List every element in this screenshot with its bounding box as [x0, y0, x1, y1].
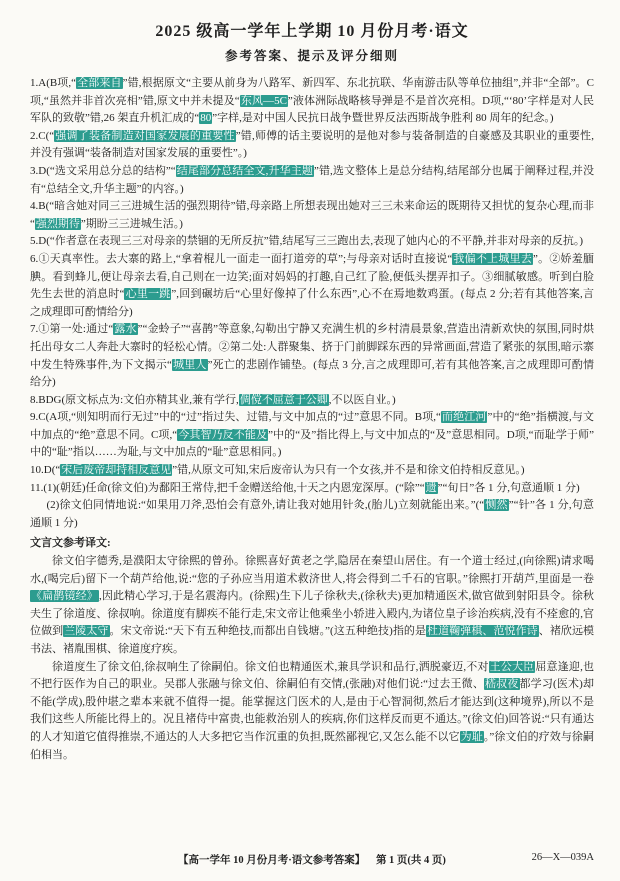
answer-text: 7.①第一处:通过“ [30, 323, 114, 336]
highlighted-text: 城里人 [172, 358, 207, 371]
highlighted-text: 我偏不上城里去 [453, 252, 532, 265]
answer-text: ”字样,是对中国人民抗日战争暨世界反法西斯战争胜利 80 周年的纪念。) [212, 112, 554, 125]
answer-text: 徐文伯字德秀,是濮阳太守徐熙的曾孙。徐熙喜好黄老之学,隐居在秦望山居住。有一个道士经过,(向徐熙)请求喝水,(喝完后)留下一个葫芦给他,说:“您的子孙应当用道术救济世人,将会得到二千石的官职。”徐熙打开葫芦,里面是一卷 [30, 555, 594, 585]
answer-text: 。宋文帝说:“天下有五种绝技,而都出自钱塘。”(这五种绝技)指的是 [109, 625, 427, 638]
answer-text: ”。②娇羞腼腆。看到蜂儿,便让母亲去看,自己则在一边笑;面对妈妈的打趣,自己红了脸,便低头摆弄扣子。③细腻敏感。听到白脸先生去世的消息时“ [30, 252, 595, 301]
page-title: 2025 级高一学年上学期 10 月份月考·语文 [155, 23, 469, 40]
answer-item-4 [30, 198, 594, 233]
answer-item-6 [30, 251, 594, 321]
answers-section [30, 75, 594, 532]
translation-paragraph-1 [30, 553, 594, 659]
highlighted-text: 露水 [114, 323, 137, 336]
answer-text: 都学习(医术)却不能(学成),殷仲堪之辈本来就不值得一提。能掌握这门医术的人,是由于心智洞彻,然后才能达到(这种境界),所以不是我们这些人所能比得上的。况且褚侍中富贵,也能救治别人的疾病,你们这样反而更不通达。”(徐文伯)回答说:“只有通达的人才知道它值得推崇,不通达的人大多把它当作沉重的负担,既然鄙视它,又怎么能不以它 [30, 678, 595, 743]
highlighted-text: 《扁鹊镜经》 [31, 590, 98, 603]
answer-item-11-1 [30, 480, 594, 498]
page-footer [30, 852, 594, 867]
answer-item-3 [30, 163, 594, 198]
highlighted-text: 心里一跳 [125, 288, 171, 301]
answer-text: ”错,从原文可知,宋后废帝认为只有一个女孩,并不是和徐文伯持相反意见。) [172, 464, 525, 477]
answer-text: 3.D(“选文采用总分总的结构”“ [30, 164, 176, 177]
highlighted-text: 强烈期待 [35, 217, 80, 230]
answer-text: (2)徐文伯同情地说:“如果用刀斧,恐怕会有意外,请让我对她用针灸,(胎儿)立刻就能出来。”(“ [46, 499, 485, 512]
footer-page-number: 第 1 页(共 4 页) [375, 855, 446, 866]
answer-item-1 [30, 75, 594, 128]
answer-text: ”“旬日”各 1 分,句意通顺 1 分) [437, 481, 580, 494]
answer-item-11-2 [30, 497, 594, 532]
answer-text: 9.C(A项,“则知明而行无过”中的“过”指过失、过错,与文中加点的“过”意思不同。B项,“ [30, 411, 441, 424]
answer-item-5 [30, 233, 594, 251]
answer-item-10 [30, 462, 594, 480]
answer-text: ,因此精心学习,于是名震海内。(徐熙)生下儿子徐秋夫,(徐秋夫)更加精通医术,做官做到射阳县令。徐秋夫生了徐道度、徐叔响。徐道度有脚疾不能行走,宋文帝让他乘坐小轿进入殿内,为诸位皇子诊治疾病,没有不痊愈的,官位做到 [30, 590, 595, 638]
highlighted-text: 为耻 [460, 730, 483, 743]
highlighted-text: 倜傥不屈意于公卿 [239, 393, 328, 406]
answer-text: 2.C(“ [30, 129, 55, 142]
translation-heading: 文言文参考译文: [30, 537, 111, 550]
answer-text: 屈意逢迎,也不把行医作为自己的职业。吴郡人张融与徐文伯、徐嗣伯有交情,(张融)对他们说:“过去王微、 [30, 660, 595, 691]
translation-section [30, 535, 594, 764]
answer-text: ”,回到碾坊后“心里好像掉了什么东西”,心不在焉地数鸡蛋。(每点 2 分;若有其他答案,言之成理即可酌情给分) [30, 288, 594, 318]
answer-text: 11.(1)(朝廷)任命(徐文伯)为鄱阳王常侍,把千金赠送给他,十天之内恩宠深厚。(“除”“ [30, 481, 425, 494]
answer-text: ”期盼三三进城生活。) [80, 217, 183, 230]
answer-text: 1.A(B项,“ [30, 77, 77, 89]
answer-text: 6.①天真率性。去大寨的路上,“拿着棍儿一面走一面打道旁的草”;与母亲对话时直接说“ [30, 252, 453, 265]
answer-text: ”液体洲际战略核导弹是不是首次亮相。D项,“‘80’字样是对人民军队的致敬”错,26 架直升机汇成的“ [30, 94, 594, 125]
highlighted-text: 而绝江河 [441, 411, 487, 424]
answer-text: ”死亡的悲剧作铺垫。(每点 3 分,言之成理即可,若有其他答案,言之成理即可酌情给分) [30, 358, 595, 389]
page-subtitle: 参考答案、提示及评分细则 [224, 49, 399, 63]
highlighted-text: 恻然 [485, 499, 508, 512]
answer-text: 8.BDG(原文标点为:文伯亦精其业,兼有学行, [30, 393, 239, 406]
translation-paragraphs [30, 553, 594, 764]
highlighted-text: 遗 [425, 481, 437, 494]
highlighted-text: 强调了装备制造对国家发展的重要性 [55, 129, 235, 142]
highlighted-text: 王公大臣 [489, 660, 535, 673]
answer-text: 5.D(“作者意在表现三三对母亲的禁锢的无所反抗”错,结尾写三三跑出去,表现了她内心的不平静,并非对母亲的反抗。) [30, 235, 584, 248]
highlighted-text: 今其智乃反不能及 [178, 428, 268, 441]
answer-text: 4.B(“暗含她对同三三进城生活的强烈期待”错,母亲路上所想表现出她对三三未来命运的既期待又担忧的复杂心理,而非“ [30, 200, 594, 230]
highlighted-text: 全部来自 [77, 77, 122, 89]
highlighted-text: 兰陵太守 [64, 625, 109, 638]
answer-text: ”中的“绝”指横渡,与文中加点的“绝”意思不同。C项,“ [30, 411, 594, 441]
footer-code: 26—X—039A [531, 852, 594, 863]
answer-text: ”错,根据原文“主要从前身为八路军、新四军、东北抗联、华南游击队等单位抽组”,并非“全部”。C项,“虽然并非首次亮相”错,原文中并未提及“ [30, 77, 595, 107]
answer-text: 徐道度生了徐文伯,徐叔响生了徐嗣伯。徐文伯也精通医术,兼具学识和品行,洒脱豪迈,不对 [52, 660, 489, 673]
highlighted-text: 嵇叔夜 [485, 678, 519, 691]
page-header [30, 18, 594, 64]
highlighted-text: 杜道鞠弹棋、范悦作诗 [427, 625, 538, 638]
answer-text: 10.D(“ [30, 464, 61, 477]
footer-title: 【高一学年 10 月份月考·语文参考答案】 [178, 855, 366, 866]
highlighted-text: 结尾部分总结全文,升华主题 [176, 164, 313, 177]
answer-item-9 [30, 409, 594, 462]
answer-item-7 [30, 321, 594, 391]
answer-text: ”错,选文整体上是总分结构,结尾部分也属于阐释过程,并没有“总结全文,升华主题”的内容。) [30, 164, 594, 195]
answer-item-2 [30, 128, 594, 163]
answer-text: ,不以医自业。) [328, 393, 396, 406]
highlighted-text: 宋后废帝却持相反意见 [61, 464, 172, 477]
translation-paragraph-2 [30, 659, 594, 765]
highlighted-text: 80 [200, 112, 212, 125]
answer-item-8 [30, 392, 594, 410]
answer-text: ”“金蛉子”“喜鹊”等意象,勾勒出宁静又充满生机的乡村清晨景象,营造出清新欢快的氛围,同时烘托出母女二人奔赴大寨时的轻松心情。②第二处:人群聚集、挤于门前脚踩东西的异常画面,营造了紧张的氛围,暗示寨中发生特殊事件,为下文揭示“ [30, 323, 594, 371]
answer-text: 。”徐文伯的疗效与徐嗣伯相当。 [30, 730, 595, 761]
answer-text: ”错,师傅的话主要说明的是他对参与装备制造的自豪感及其职业的重要性,并没有强调“装备制造对国家发展的重要性”。) [30, 129, 594, 160]
answer-text: 、褚欣远模书法、褚胤围棋、徐道度疗疾。 [30, 625, 595, 655]
answer-text: ”中的“及”指比得上,与文中加点的“及”意思相同。D项,“而耻学于师”中的“耻”指以……为耻,与文中加点的“耻”意思相同。) [30, 428, 595, 459]
answer-text: ”“针”各 1 分,句意通顺 1 分) [30, 499, 594, 529]
highlighted-text: 东风—5C [240, 94, 287, 107]
